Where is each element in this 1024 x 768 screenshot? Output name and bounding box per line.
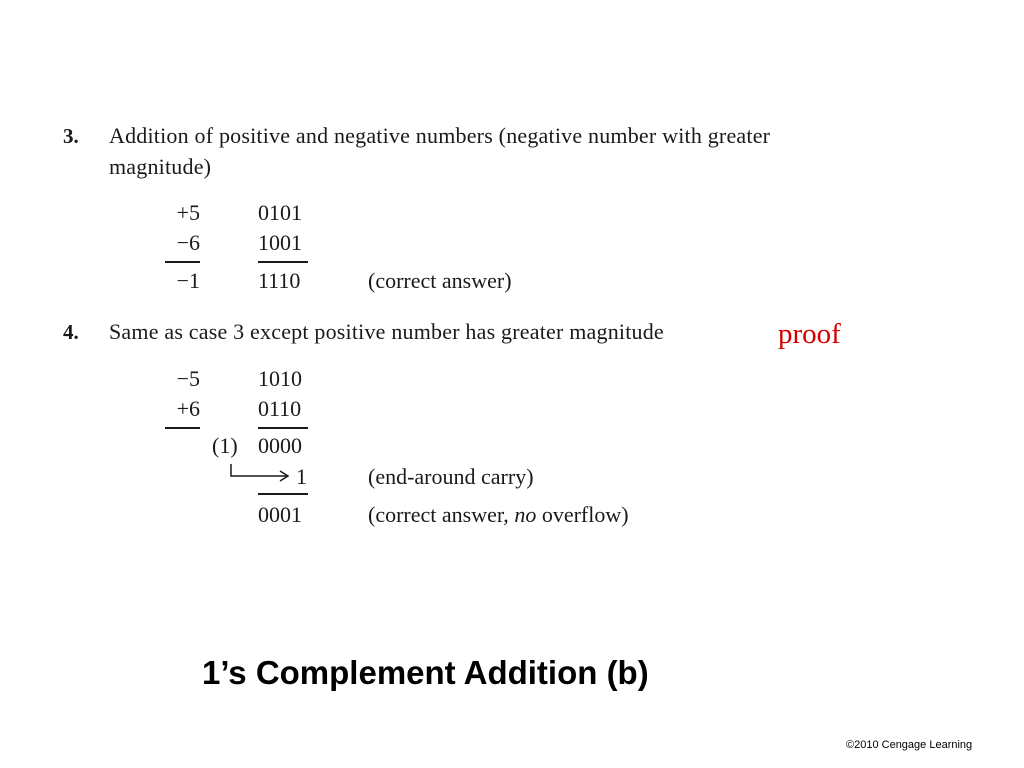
case-4-decimal-sum-rule bbox=[165, 427, 200, 429]
case-3-decimal-operand-2: −6 bbox=[176, 230, 200, 255]
case-4-carry-sum-rule bbox=[258, 493, 308, 495]
result-note-prefix: (correct answer, bbox=[368, 502, 515, 527]
case-3-decimal-sum-rule bbox=[165, 261, 200, 263]
case-4-binary-result: 0001 bbox=[258, 502, 302, 527]
case-3-binary-operand-1: 0101 bbox=[258, 200, 302, 225]
case-4-binary-operand-2: 0110 bbox=[258, 396, 302, 421]
case-4-carry-out: (1) bbox=[212, 433, 238, 458]
case-4-binary-sum-rule bbox=[258, 427, 308, 429]
case-3-binary-operand-2: 1001 bbox=[258, 230, 302, 255]
result-note-suffix: overflow) bbox=[536, 502, 629, 527]
case-4-partial-sum: 0000 bbox=[258, 433, 302, 458]
case-4-carry-bit: 1 bbox=[296, 464, 307, 489]
copyright-notice: ©2010 Cengage Learning bbox=[846, 739, 973, 751]
case-4-decimal-operand-1: −5 bbox=[176, 366, 200, 391]
proof-annotation: proof bbox=[778, 318, 841, 350]
case-4-result-note bbox=[368, 502, 629, 528]
case-3-binary-sum-rule bbox=[258, 261, 308, 263]
end-around-carry-arrow-icon bbox=[225, 462, 295, 482]
case-4-carry-note: (end-around carry) bbox=[368, 464, 534, 489]
case-3-decimal-result: −1 bbox=[176, 268, 200, 293]
case-4-heading: Same as case 3 except positive number has greater magnitude bbox=[109, 319, 664, 344]
case-3-heading-line-2: magnitude) bbox=[109, 154, 212, 179]
case-4-number: 4. bbox=[63, 320, 79, 344]
case-3-heading-line-1: Addition of positive and negative numbers (negative number with greater bbox=[109, 123, 771, 148]
result-note-emphasis: no bbox=[514, 502, 537, 527]
case-4-decimal-operand-2: +6 bbox=[176, 396, 200, 421]
slide-title: 1’s Complement Addition (b) bbox=[202, 654, 649, 691]
case-3-number: 3. bbox=[63, 124, 79, 148]
case-3-result-note: (correct answer) bbox=[368, 268, 512, 293]
case-4-binary-operand-1: 1010 bbox=[258, 366, 302, 391]
case-3-decimal-operand-1: +5 bbox=[176, 200, 200, 225]
case-3-binary-result: 1110 bbox=[258, 268, 301, 293]
